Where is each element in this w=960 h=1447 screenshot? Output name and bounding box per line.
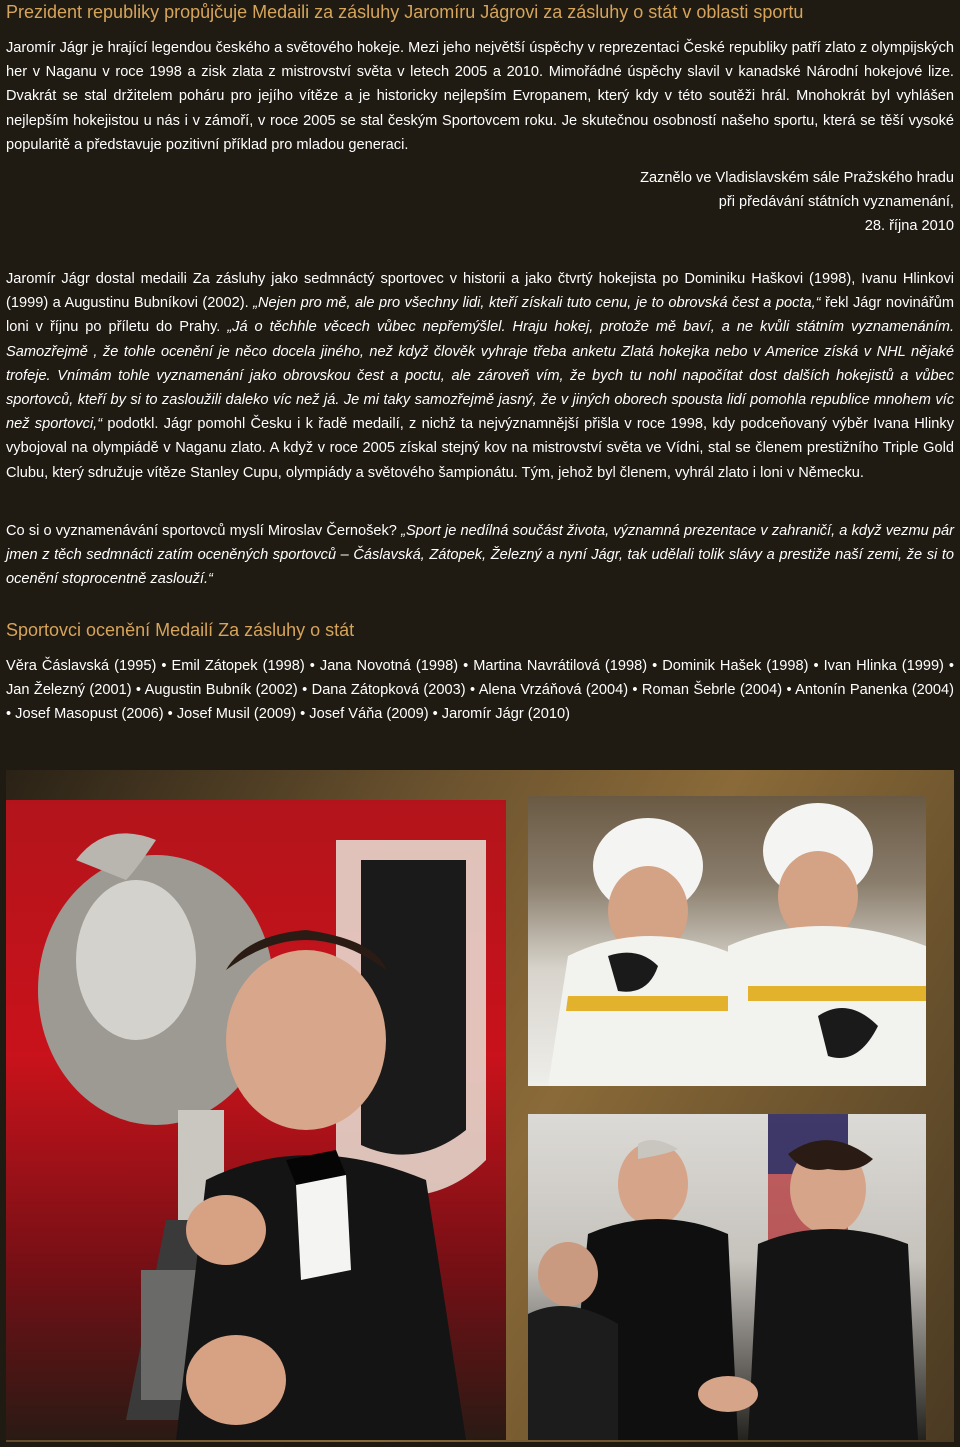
laureate-item: Alena Vrzáňová (2004) xyxy=(478,682,629,699)
laureate-item: Dominik Hašek (1998) xyxy=(662,658,809,674)
para2-quote-1: „Nejen pro mě, ale pro všechny lidi, kteří získali tuto cenu, je to obrovská čest a pocta,“ xyxy=(253,295,821,312)
bullet-separator: • xyxy=(6,706,16,723)
intro-paragraph: Jaromír Jágr je hrající legendou českého a světového hokeje. Mezi jeho největší úspěchy v reprezentaci České republiky patří zlato z olympijských her v Naganu v roce 1998 a zisk zlata z mistrovství světa v letech 2005 a 2010. Mimořádné úspěchy slavil v kanadské Národní hokejové lize. Dvakrát se stal držitelem poháru pro jejího vítěze a je historicky nejlepším Evropanem, který kdy v této soutěži hrál. Mnohokrát byl vyhlášen nejlepším hokejistou u nás i v zámoří, v roce 2005 se stal českým Sportovcem roku. Je skutečnou osobností našeho sportu, která se těší vysoké popularitě a představuje pozitivní příklad pro mladou generaci. xyxy=(6,40,954,153)
para3-quote: „Sport je nedílná součást života, významná prezentace v zahraničí, a když vezmu pár jmen z těch sedmnácti zatím oceněných sportovců – Čáslavská, Zátopek, Železný a nyní Jágr, tak udělali tolik slávy a prestiže naší zemi, že si to ocenění stoprocentně zaslouží.“ xyxy=(6,523,955,588)
laureate-item: Roman Šebrle (2004) xyxy=(641,682,783,699)
quote-source-line-1: Zaznělo ve Vladislavském sále Pražského hradu xyxy=(640,170,954,186)
para3-text-a: Co si o vyznamenávání sportovců myslí Miroslav Černošek? xyxy=(6,523,402,539)
para2-text-c: řekl Jágr novinářům loni v říjnu po příletu do Prahy. xyxy=(6,295,954,336)
bullet-separator: • xyxy=(647,658,663,674)
bullet-separator: • xyxy=(782,682,796,699)
laureate-item: Josef Musil (2009) xyxy=(176,706,297,723)
bullet-separator: • xyxy=(428,706,442,723)
para2-text-a: Jaromír Jágr dostal medaili Za zásluhy jako sedmnáctý sportovec v historii a jako čtvrtý hokejista po Dominiku Haškovi (1998), Ivanu Hlinkovi (1999) a Augustinu Bubníkovi (2002). xyxy=(6,271,954,312)
photo-trophy-kiss xyxy=(6,800,506,1440)
laureate-item: Jana Novotná (1998) xyxy=(319,658,459,674)
section-heading: Sportovci ocenění Medailí Za zásluhy o stát xyxy=(6,620,355,640)
bullet-separator: • xyxy=(304,658,320,674)
photo-collage xyxy=(6,770,954,1442)
laureate-item: Emil Zátopek (1998) xyxy=(171,658,305,674)
article-paragraph-3 xyxy=(6,519,954,592)
laureate-item: Josef Masopust (2006) xyxy=(15,706,164,723)
quote-source xyxy=(454,166,954,239)
para2-quote-2: „Já o těchhle věcech vůbec nepřemýšlel. Hraju hokej, protože mě baví, a ne kvůli státním vyznamenáním. Samozřejmě , že tohle ocenění je něco docela jiného, než když člověk vyhraje třeba anketu Zlatá hokejka nebo v Americe získá v NHL nějaké trofeje. Vnímám tohle vyznamenání jako obrovskou čest a poctu, ale zároveň vím, že bych tu nohl napočítat dost dalších hokejistů a vůbec sportovců, kteří by si to zasloužili daleko víc než já. Je mi taky samozřejmě jasný, že v jiných oborech spousta lidí pomohla republice mnohem víc než sportovci,“ xyxy=(6,319,955,433)
quote-source-line-2: při předávání státních vyznamenání, xyxy=(718,194,954,211)
quote-source-line-3: 28. října 2010 xyxy=(864,218,954,235)
laureate-item: Antonín Panenka (2004) xyxy=(795,682,955,699)
bullet-separator: • xyxy=(156,658,172,674)
bullet-separator: • xyxy=(131,682,145,699)
laureate-item: Augustin Bubník (2002) xyxy=(144,682,298,699)
bullet-separator: • xyxy=(628,682,642,699)
laureate-item: Věra Čáslavská (1995) xyxy=(6,658,157,674)
bullet-separator: • xyxy=(163,706,177,723)
photo-handshake xyxy=(528,1114,926,1440)
bullet-separator: • xyxy=(808,658,824,674)
laureates-list xyxy=(6,654,954,727)
photo-penguins-players xyxy=(528,796,926,1086)
laureate-item: Martina Navrátilová (1998) xyxy=(473,658,648,674)
laureate-item: Jan Železný (2001) xyxy=(6,682,132,699)
bullet-separator: • xyxy=(465,682,479,699)
laureate-item: Ivan Hlinka (1999) xyxy=(823,658,944,674)
page-title: Prezident republiky propůjčuje Medaili za zásluhy Jaromíru Jágrovi za zásluhy o stát v oblasti sportu xyxy=(6,2,804,22)
article-paragraph-2 xyxy=(6,267,954,485)
bullet-separator: • xyxy=(943,658,955,674)
para2-text-e: podotkl. Jágr pomohl Česku i k řadě medailí, z nichž ta nejvýznamnější přišla v roce 1998, kdy podceňovaný výběr Ivana Hlinky vybojoval na olympiádě v Naganu zlato. A když v roce 2005 získal stejný kov na mistrovství světa ve Vídni, stal se členem prestižního Triple Gold Clubu, který sdružuje vítěze Stanley Cupu, olympiády a světového šampionátu. Tým, jehož byl členem, vyhrál zlato i loni v Německu. xyxy=(6,416,954,481)
laureate-item: Dana Zátopková (2003) xyxy=(311,682,466,699)
bullet-separator: • xyxy=(458,658,474,674)
bullet-separator: • xyxy=(297,682,312,699)
laureate-item: Josef Váňa (2009) xyxy=(309,706,429,723)
laureate-item: Jaromír Jágr (2010) xyxy=(441,706,570,723)
bullet-separator: • xyxy=(296,706,310,723)
